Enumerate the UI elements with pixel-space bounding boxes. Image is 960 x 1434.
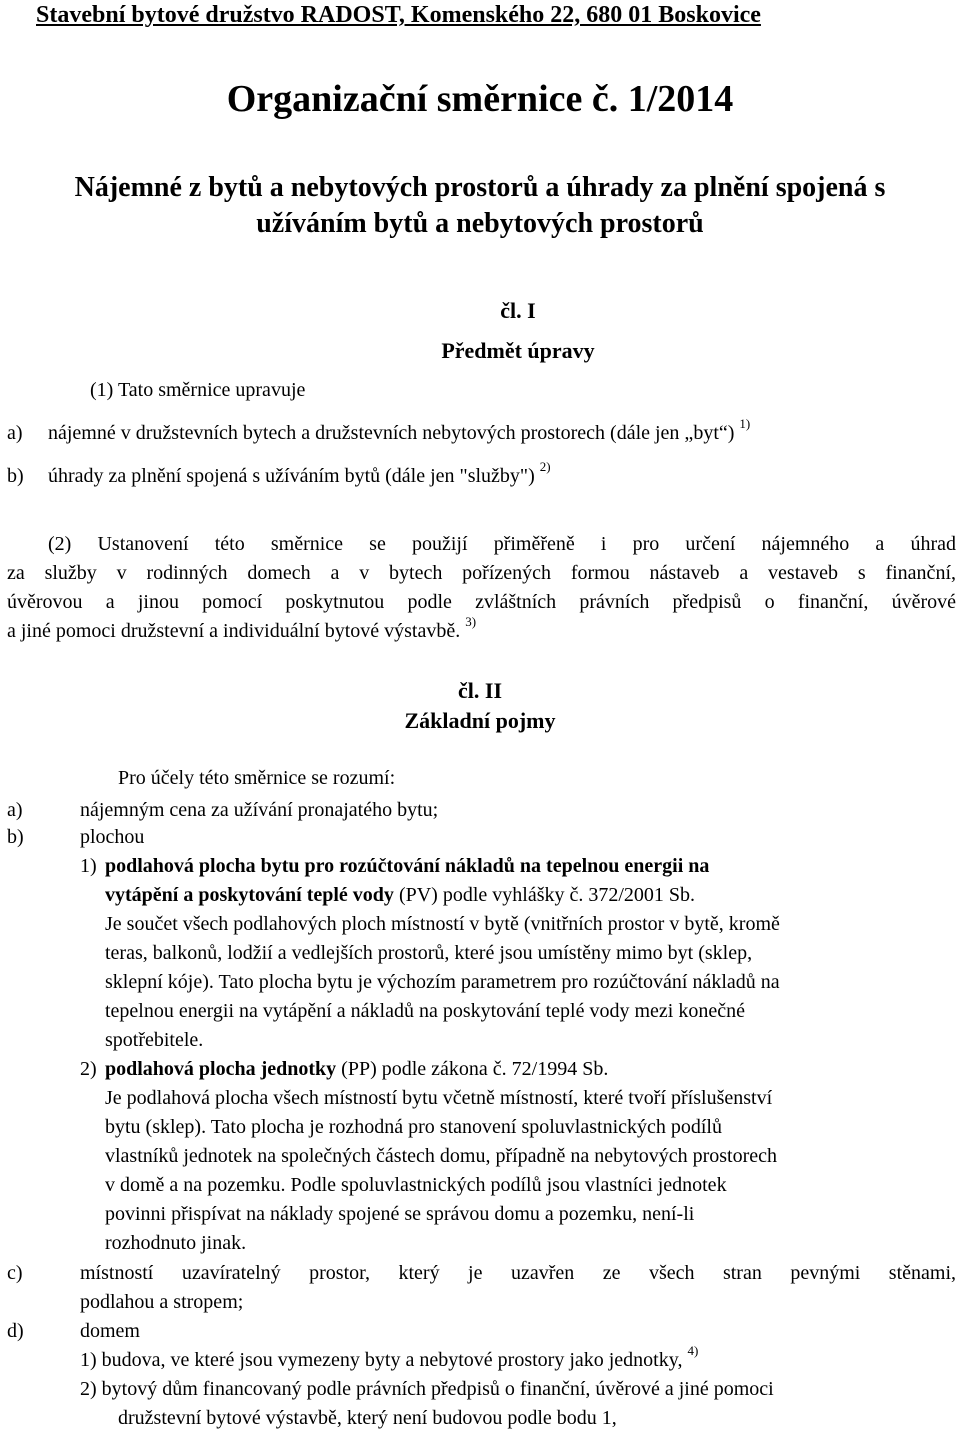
definition-b1-marker: 1)	[80, 855, 97, 877]
definition-b1-desc-line-5: spotřebitele.	[105, 1029, 204, 1051]
article-1-paragraph-2-line-2: za služby v rodinných domech a v bytech pořízených formou nástaveb a vestaveb s finanční,	[7, 562, 956, 584]
cooperative-header: Stavební bytové družstvo RADOST, Komenského 22, 680 01 Boskovice	[36, 2, 761, 28]
definition-b2-desc-line-6: rozhodnuto jinak.	[105, 1232, 247, 1254]
definition-b2-desc-line-1: Je podlahová plocha všech místností bytu včetně místností, které tvoří příslušenství	[105, 1087, 773, 1109]
definition-b1-desc-line-2: teras, balkonů, lodžií a vedlejších prostorů, které jsou umístěny mimo byt (sklep,	[105, 942, 753, 964]
article-1-paragraph-2-last: a jiné pomoci družstevní a individuální bytové výstavbě.	[7, 620, 461, 642]
document-subtitle-line-2: užíváním bytů a nebytových prostorů	[256, 208, 704, 239]
article-1-paragraph-2-line-3: úvěrovou a jinou pomocí poskytnutou podle zvláštních právních předpisů o finanční, úvěrové	[7, 591, 956, 613]
definition-b2-desc-line-4: v domě a na pozemku. Podle spoluvlastnických podílů jsou vlastníci jednotek	[105, 1174, 727, 1196]
item-b-marker: b)	[7, 465, 24, 487]
item-b-text	[48, 459, 551, 487]
item-a-marker: a)	[7, 422, 23, 444]
definition-d-text: domem	[80, 1320, 140, 1342]
definition-b1-desc-line-3: sklepní kóje). Tato plocha bytu je výchozím parametrem pro rozúčtování nákladů na	[105, 971, 780, 993]
definition-a-marker: a)	[7, 799, 23, 821]
article-2-number: čl. II	[458, 678, 502, 703]
definition-b1-desc-line-1: Je součet všech podlahových ploch místností v bytě (vnitřních prostor v bytě, kromě	[105, 913, 780, 935]
document-subtitle-line-1: Nájemné z bytů a nebytových prostorů a úhrady za plnění spojená s	[74, 172, 886, 203]
definition-b1-bold-line-2: vytápění a poskytování teplé vody	[105, 884, 394, 906]
definition-b2-rest: (PP) podle zákona č. 72/1994 Sb.	[336, 1058, 609, 1080]
definition-b2-desc-line-3: vlastníků jednotek na společných částech domu, případně na nebytových prostorech	[105, 1145, 778, 1167]
definition-b1-line-2	[105, 885, 695, 905]
definition-c-line-1: místností uzavíratelný prostor, který je uzavřen ze všech stran pevnými stěnami,	[80, 1262, 956, 1284]
definition-d1-text: 1) budova, ve které jsou vymezeny byty a nebytové prostory jako jednotky,	[80, 1349, 683, 1371]
definition-c-line-2: podlahou a stropem;	[80, 1291, 244, 1313]
article-1-paragraph-1-intro: (1) Tato směrnice upravuje	[90, 379, 306, 401]
footnote-ref-3: 3)	[465, 614, 477, 629]
footnote-ref-4: 4)	[687, 1343, 699, 1358]
definition-d1-line	[80, 1343, 699, 1371]
article-1-heading: Předmět úpravy	[441, 338, 595, 363]
definition-b1-bold-line-1: podlahová plocha bytu pro rozúčtování nákladů na tepelnou energii na	[105, 855, 710, 877]
definition-b1-rest-line-2: (PV) podle vyhlášky č. 372/2001 Sb.	[393, 884, 696, 906]
definition-b-marker: b)	[7, 826, 24, 848]
article-2-intro: Pro účely této směrnice se rozumí:	[118, 767, 396, 789]
definition-a-text: nájemným cena za užívání pronajatého bytu;	[80, 799, 439, 821]
article-1-paragraph-2-line-4	[7, 614, 477, 642]
definition-b-text: plochou	[80, 826, 145, 848]
definition-b2-bold: podlahová plocha jednotky	[105, 1058, 337, 1080]
definition-d2-line-1: 2) bytový dům financovaný podle právních předpisů o finanční, úvěrové a jiné pomoci	[80, 1378, 774, 1400]
definition-d-marker: d)	[7, 1320, 24, 1342]
definition-d2-line-2: družstevní bytové výstavbě, který není budovou podle bodu 1,	[118, 1407, 617, 1429]
definition-b1-desc-line-4: tepelnou energii na vytápění a nákladů na poskytování teplé vody mezi konečné	[105, 1000, 745, 1022]
definition-c-marker: c)	[7, 1262, 23, 1284]
article-1-number: čl. I	[500, 298, 536, 323]
article-2-heading: Základní pojmy	[404, 708, 556, 733]
article-1-paragraph-2-line-1: (2) Ustanovení této směrnice se použijí přiměřeně i pro určení nájemného a úhrad	[48, 533, 956, 555]
footnote-ref-2: 2)	[539, 459, 551, 474]
definition-b2-desc-line-5: povinni přispívat na náklady spojené se správou domu a pozemku, není-li	[105, 1203, 695, 1225]
document-title: Organizační směrnice č. 1/2014	[226, 78, 734, 120]
definition-b2-marker: 2)	[80, 1058, 97, 1080]
item-a-text	[48, 416, 751, 444]
item-b-body: úhrady za plnění spojená s užíváním bytů (dále jen "služby")	[48, 465, 535, 487]
footnote-ref-1: 1)	[739, 416, 751, 431]
definition-b2-line	[105, 1059, 608, 1079]
item-a-body: nájemné v družstevních bytech a družstevních nebytových prostorech (dále jen „byt“)	[48, 422, 735, 444]
definition-b2-desc-line-2: bytu (sklep). Tato plocha je rozhodná pro stanovení spoluvlastnických podílů	[105, 1116, 722, 1138]
